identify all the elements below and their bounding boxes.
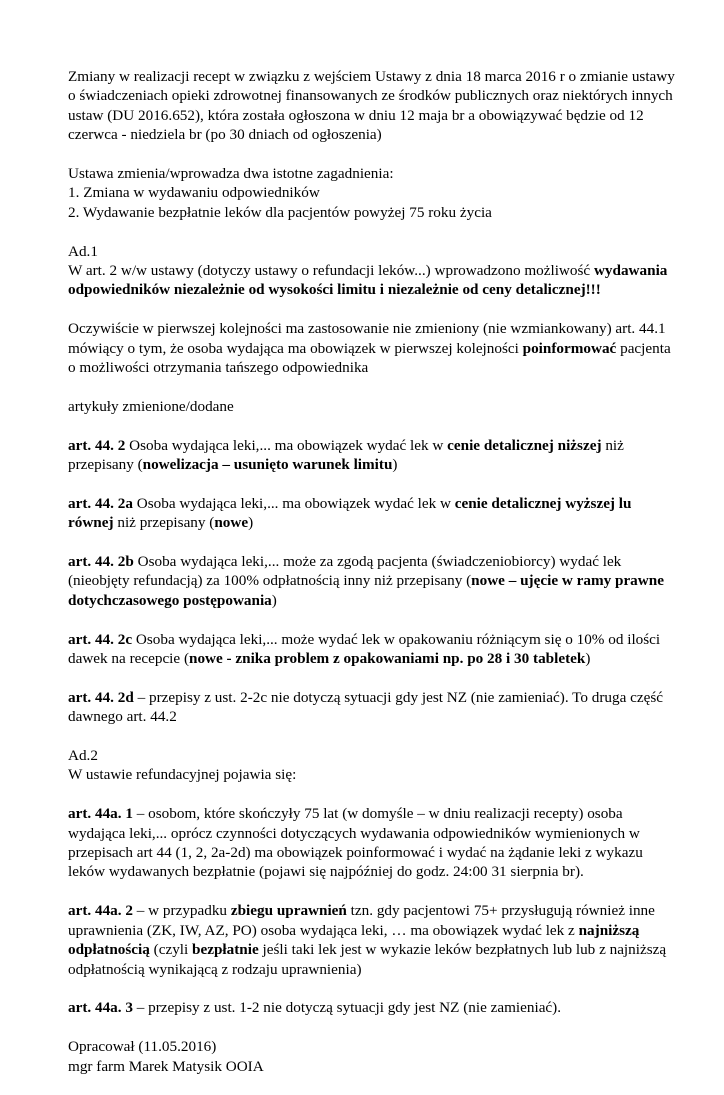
article-text: (czyli <box>149 941 193 959</box>
article-emphasis: równej <box>68 514 114 532</box>
issues-list <box>68 164 658 222</box>
article-label: art. 44. 2 <box>68 436 126 454</box>
article-text: niż przepisany ( <box>113 514 215 532</box>
article-note: dotychczasowego postępowania <box>68 591 272 609</box>
article-44a-1 <box>68 804 658 882</box>
author-name: mgr farm Marek Matysik OOIA <box>68 1057 264 1075</box>
ad1-text: W art. 2 w/w ustawy (dotyczy ustawy o refundacji leków...) wprowadzono możliwość <box>68 262 594 280</box>
ad2-heading: Ad.2 <box>68 747 98 765</box>
article-44-2d <box>68 688 663 727</box>
article-text: Osoba wydająca leki,... może za zgodą pacjenta (świadczeniobiorcy) wydać lek <box>133 553 622 571</box>
ad1-section <box>68 242 668 300</box>
article-emphasis: bezpłatnie <box>192 941 259 959</box>
issue-item: 1. Zmiana w wydawaniu odpowiedników <box>68 184 320 202</box>
ad1-text-line <box>68 261 668 280</box>
article-text: tzn. gdy pacjentowi 75+ przysługują również inne <box>346 902 655 920</box>
article-text: – przepisy z ust. 2-2c nie dotyczą sytuacji gdy jest NZ (nie zamieniać). To druga część <box>133 688 663 706</box>
ad2-lead: W ustawie refundacyjnej pojawia się: <box>68 766 297 784</box>
changed-label: artykuły zmienione/dodane <box>68 397 234 415</box>
article-note: nowe - znika problem z opakowaniami np. po 28 i 30 tabletek <box>189 650 586 668</box>
article-44a-2 <box>68 901 667 979</box>
document-page <box>68 67 675 1095</box>
intro-line: ustaw (DU 2016.652), która została ogłoszona w dniu 12 maja br a obowiązywać będzie od 12 <box>68 106 644 124</box>
article-label: art. 44a. 3 <box>68 999 133 1017</box>
ad1-inform-paragraph <box>68 319 671 377</box>
article-label: art. 44. 2d <box>68 688 134 706</box>
article-44-2a <box>68 494 658 533</box>
article-text: ) <box>392 456 398 474</box>
article-text: jeśli taki lek jest w wykazie leków bezpłatnych lub lub z najniższą <box>258 941 667 959</box>
article-emphasis: zbiegu uprawnień <box>230 902 347 920</box>
intro-line: Zmiany w realizacji recept w związku z wejściem Ustawy z dnia 18 marca 2016 r o zmianie ustawy <box>68 68 675 85</box>
article-text: dawnego art. 44.2 <box>68 708 177 726</box>
inform-emphasis: poinformować <box>522 339 617 357</box>
article-text: wydająca leki,... oprócz czynności dotyczących wydawania odpowiedników wymienionych w <box>68 824 640 842</box>
changed-articles-label <box>68 397 658 416</box>
article-text: Osoba wydająca leki,... ma obowiązek wydać lek w <box>132 494 455 512</box>
article-text: Osoba wydająca leki,... może wydać lek w opakowaniu różniącym się o 10% od ilości <box>132 630 661 648</box>
ad1-heading: Ad.1 <box>68 242 98 260</box>
article-label: art. 44. 2c <box>68 630 133 648</box>
ad1-emphasis: wydawania <box>593 262 668 280</box>
article-text: ) <box>271 591 277 609</box>
paragraph-line: Oczywiście w pierwszej kolejności ma zastosowanie nie zmieniony (nie wzmiankowany) art. 44.1 <box>68 320 666 338</box>
article-44a-3 <box>68 998 658 1017</box>
intro-line: o świadczeniach opieki zdrowotnej finansowanych ze środków publicznych oraz niektórych innych <box>68 87 673 105</box>
article-label: art. 44a. 2 <box>68 902 133 920</box>
article-note: nowe – ujęcie w ramy prawne <box>471 572 664 590</box>
article-text: – w przypadku <box>132 902 231 920</box>
article-emphasis: najniższą <box>578 921 640 939</box>
article-note: nowelizacja – usunięto warunek limitu <box>142 456 393 474</box>
ad2-section <box>68 746 658 785</box>
paragraph-text: mówiący o tym, że osoba wydająca ma obowiązek w pierwszej kolejności <box>68 339 523 357</box>
article-44-2c <box>68 630 661 669</box>
intro-line: czerwca - niedziela br (po 30 dniach od ogłoszenia) <box>68 126 382 144</box>
article-emphasis: odpłatnością <box>68 941 150 959</box>
article-text: ) <box>585 650 591 668</box>
article-label: art. 44. 2b <box>68 553 134 571</box>
intro-paragraph <box>68 67 675 145</box>
article-emphasis: cenie detalicznej niższej <box>447 436 602 454</box>
article-text: uprawnienia (ZK, IW, AZ, PO) osoba wydająca leki, … ma obowiązek wydać lek z <box>68 921 579 939</box>
article-text: – przepisy z ust. 1-2 nie dotyczą sytuacji gdy jest NZ (nie zamieniać). <box>132 999 562 1017</box>
article-44-2 <box>68 436 658 475</box>
paragraph-text: pacjenta <box>616 339 671 357</box>
issues-lead: Ustawa zmienia/wprowadza dwa istotne zagadnienia: <box>68 165 394 183</box>
article-text: ) <box>248 514 254 532</box>
article-emphasis: cenie detalicznej wyższej lu <box>454 494 632 512</box>
paragraph-line: o możliwości otrzymania tańszego odpowiednika <box>68 359 369 377</box>
prepared-date: Opracował (11.05.2016) <box>68 1038 217 1056</box>
article-text: – osobom, które skończyły 75 lat (w domyśle – w dniu realizacji recepty) osoba <box>132 805 623 823</box>
issue-item: 2. Wydawanie bezpłatnie leków dla pacjentów powyżej 75 roku życia <box>68 203 492 221</box>
article-text: Osoba wydająca leki,... ma obowiązek wydać lek w <box>125 436 448 454</box>
article-text: przepisany ( <box>68 456 143 474</box>
document-footer <box>68 1037 658 1076</box>
ad1-emphasis: odpowiedników niezależnie od wysokości limitu i niezależnie od ceny detalicznej!!! <box>68 281 601 299</box>
article-text: (nieobjęty refundacją) za 100% odpłatnością inny niż przepisany ( <box>68 572 472 590</box>
article-text: dawek na recepcie ( <box>68 650 189 668</box>
article-label: art. 44. 2a <box>68 494 133 512</box>
article-label: art. 44a. 1 <box>68 805 133 823</box>
article-text: odpłatnością wynikającą z rodzaju uprawnienia) <box>68 960 362 978</box>
article-44-2b <box>68 552 664 610</box>
article-note: nowe <box>214 514 249 532</box>
article-text: niż <box>601 436 624 454</box>
article-text: przepisach art 44 (1, 2, 2a-2d) ma obowiązek poinformować i wydać na żądanie leki z wykazu <box>68 844 643 862</box>
article-text: leków wydawanych bezpłatnie (pojawi się najpóźniej do godz. 24:00 31 sierpnia br). <box>68 863 584 881</box>
